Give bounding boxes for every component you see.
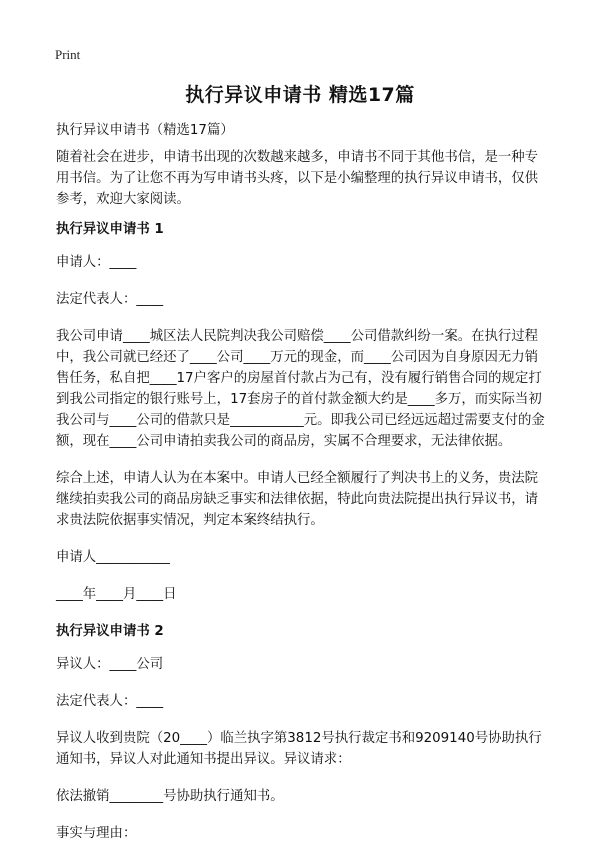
section-1-applicant: 申请人：____ [56,255,137,270]
document-body [56,120,548,860]
section-1-body-1: 我公司申请____城区法人民院判决我公司赔偿____公司借款纠纷一案。在执行过程中，我公司就已经还了____公司____万元的现金，而____公司因为自身原因无力销售任务，私自把____17户客户的房屋首付款占为己有，没有履行销售合同的规定打到我公司指定的银行账号上，17套房子的首付款金额大约是____多万，而实际当初我公司与____公司的借款只是___________元。即我公司已经远远超过需要支付的金额，现在____公司申请拍卖我公司的商品房，实属不合理要求，无法律依据。 [56,329,545,449]
section-1-heading: 执行异议申请书 1 [56,222,164,237]
section-2-facts: 事实与理由： [56,826,137,841]
section-2-objector: 异议人：____公司 [56,657,164,672]
section-1-date: ____年____月____日 [56,587,177,602]
section-2-legal-rep: 法定代表人：____ [56,694,164,709]
section-2-body-1: 异议人收到贵院（20____）临兰执字第3812号执行裁定书和9209140号协助执行通知书，异议人对此通知书提出异议。异议请求： [56,731,542,767]
section-2-request: 依法撤销________号协助执行通知书。 [56,789,284,804]
section-2-heading: 执行异议申请书 2 [56,624,164,639]
page-title: 执行异议申请书 精选17篇 [185,84,415,106]
section-1-legal-rep: 法定代表人：____ [56,292,164,307]
document-subtitle: 执行异议申请书（精选17篇） [56,123,234,138]
section-1-sign: 申请人___________ [56,550,170,565]
print-label: Print [55,47,81,62]
section-1-body-2: 综合上述，申请人认为在本案中。申请人已经全额履行了判决书上的义务，贵法院继续拍卖我公司的商品房缺乏事实和法律依据，特此向贵法院提出执行异议书，请求贵法院依据事实情况，判定本案终结执行。 [56,471,539,528]
intro-paragraph: 随着社会在进步，申请书出现的次数越来越多，申请书不同于其他书信，是一种专用书信。为了让您不再为写申请书头疼，以下是小编整理的执行异议申请书，仅供参考，欢迎大家阅读。 [56,150,539,207]
